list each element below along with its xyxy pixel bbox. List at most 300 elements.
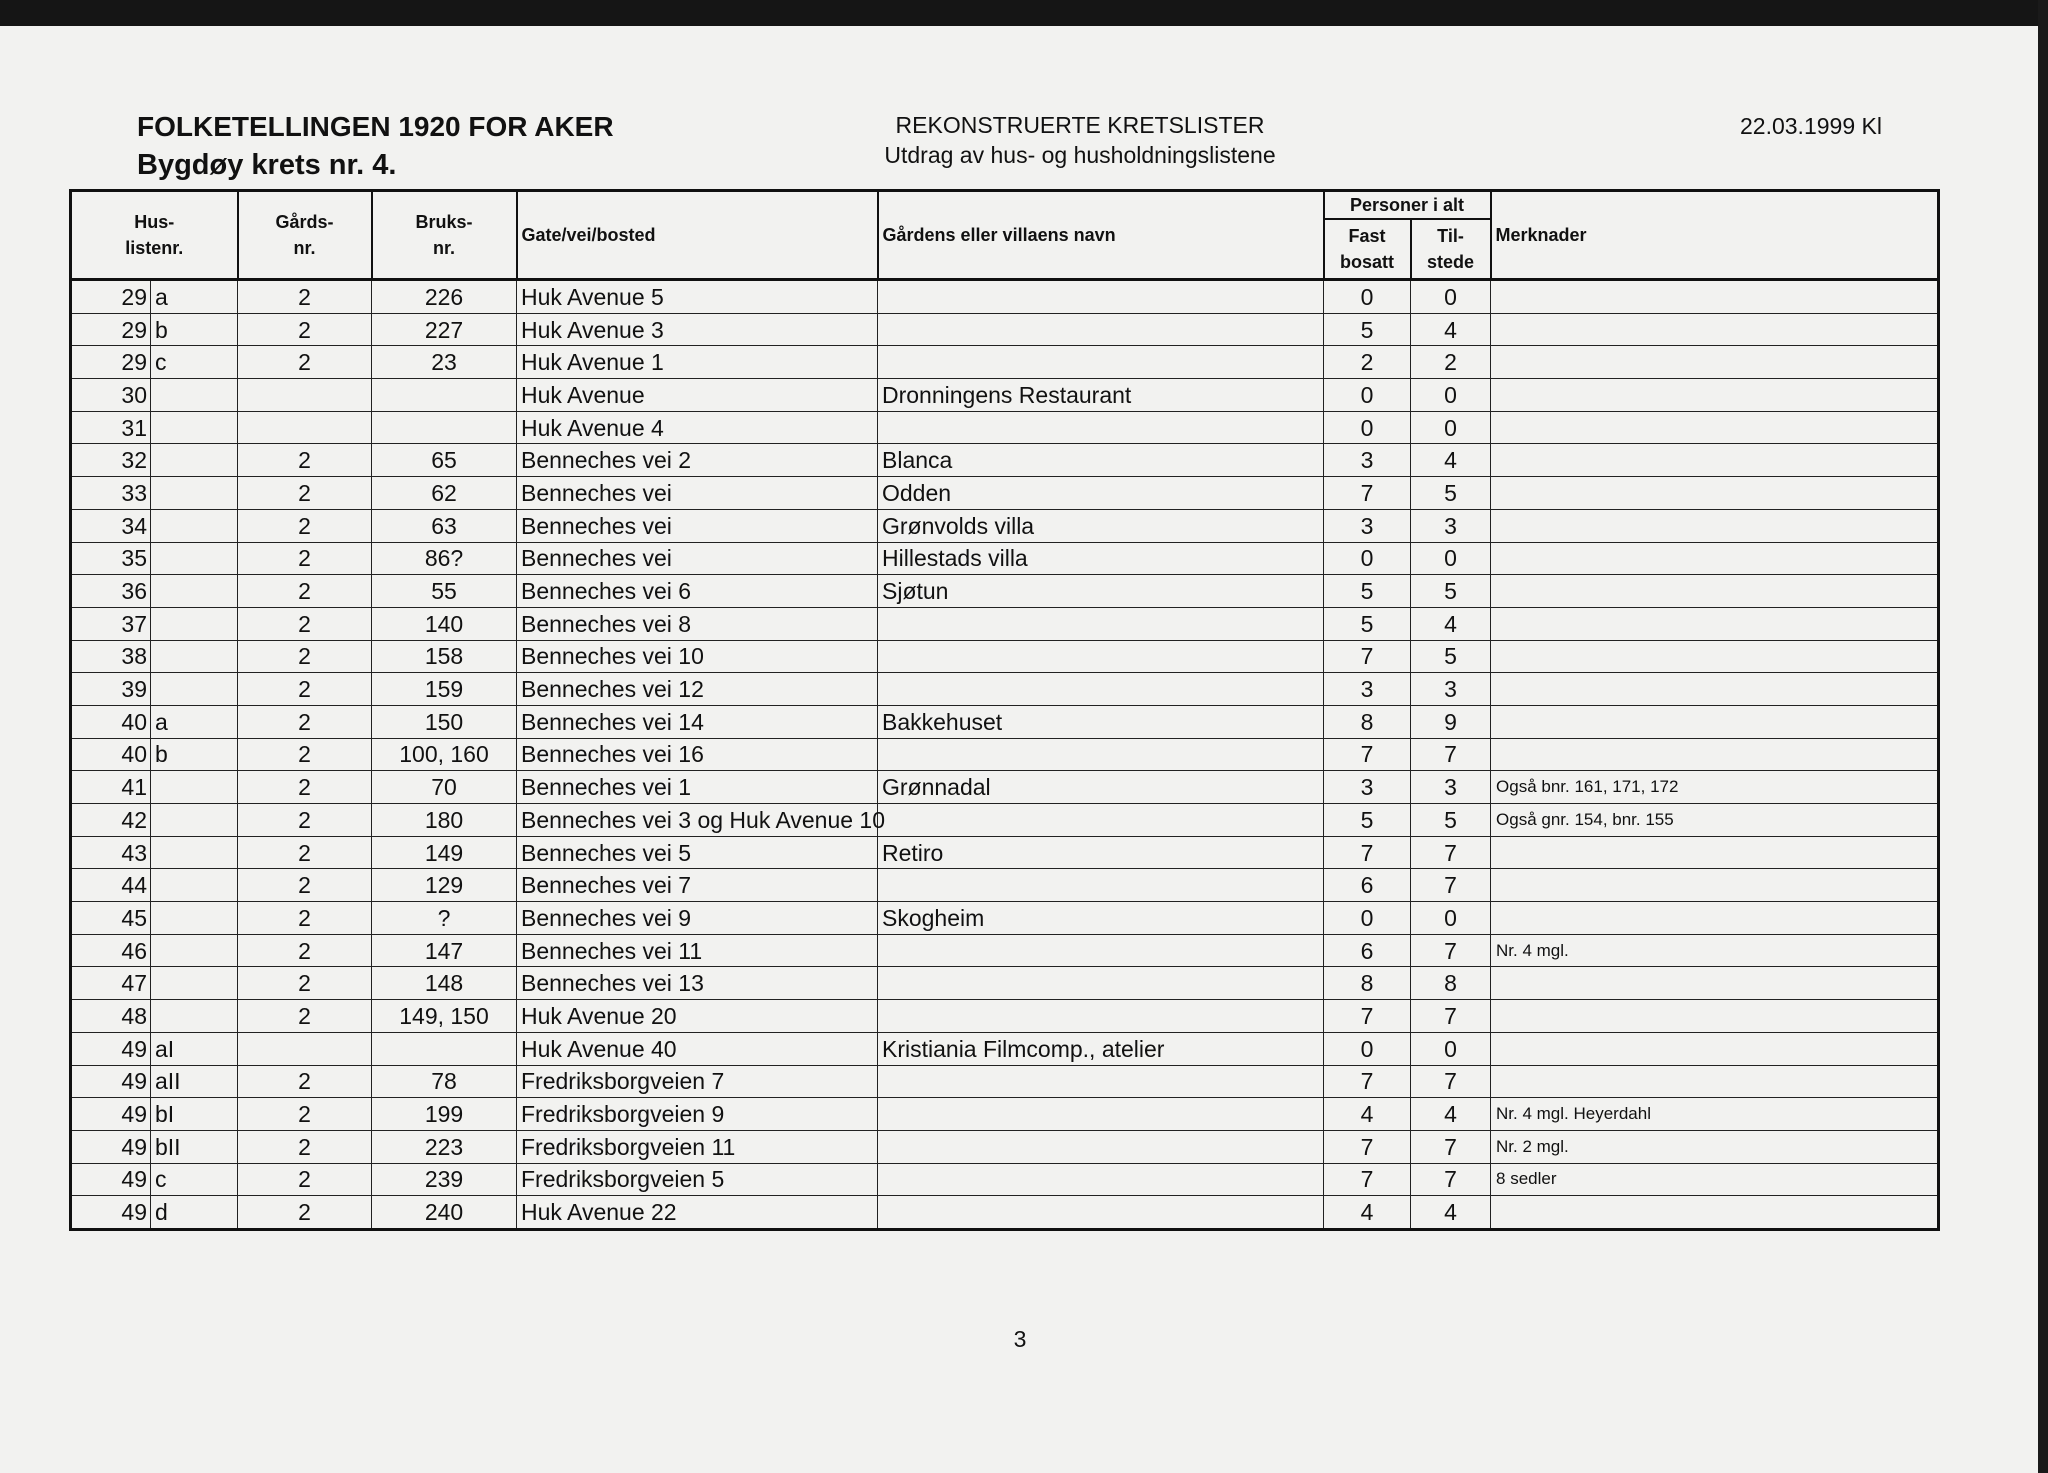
cell-gardsnr: 2 bbox=[238, 902, 372, 935]
cell-bruksnr: 147 bbox=[372, 934, 517, 967]
cell-bruksnr: 149 bbox=[372, 836, 517, 869]
cell-gardens-navn bbox=[878, 1065, 1324, 1098]
cell-bruksnr: 226 bbox=[372, 280, 517, 314]
cell-gardsnr: 2 bbox=[238, 607, 372, 640]
cell-husliste-suffix: aI bbox=[151, 1032, 238, 1065]
cell-gate bbox=[517, 411, 878, 444]
scan-right-border bbox=[2038, 0, 2048, 1473]
cell-husliste-suffix: a bbox=[151, 280, 238, 314]
cell-tilstede: 5 bbox=[1411, 640, 1491, 673]
table-row bbox=[71, 640, 1939, 673]
cell-husliste-nr: 45 bbox=[71, 902, 151, 935]
cell-merknader bbox=[1491, 379, 1939, 412]
cell-fast-bosatt: 0 bbox=[1324, 411, 1411, 444]
cell-merknader: Også bnr. 161, 171, 172 bbox=[1491, 771, 1939, 804]
cell-gate-text: Benneches vei 2 bbox=[521, 447, 692, 474]
cell-fast-bosatt: 3 bbox=[1324, 673, 1411, 706]
col-header-til-line2: stede bbox=[1426, 252, 1475, 272]
cell-gardsnr: 2 bbox=[238, 1098, 372, 1131]
cell-bruksnr: 180 bbox=[372, 804, 517, 837]
cell-gardens-navn bbox=[878, 1000, 1324, 1033]
cell-gardens-navn bbox=[878, 967, 1324, 1000]
cell-tilstede: 9 bbox=[1411, 705, 1491, 738]
cell-bruksnr: 223 bbox=[372, 1130, 517, 1163]
cell-gate bbox=[517, 379, 878, 412]
cell-husliste-nr: 32 bbox=[71, 444, 151, 477]
cell-fast-bosatt: 4 bbox=[1324, 1196, 1411, 1230]
cell-gate bbox=[517, 1130, 878, 1163]
cell-tilstede: 3 bbox=[1411, 771, 1491, 804]
cell-bruksnr: 70 bbox=[372, 771, 517, 804]
cell-husliste-suffix bbox=[151, 575, 238, 608]
cell-gardsnr: 2 bbox=[238, 804, 372, 837]
col-header-til-line1: Til- bbox=[1437, 226, 1464, 246]
cell-husliste-suffix bbox=[151, 607, 238, 640]
cell-gate-text: Benneches vei 7 bbox=[521, 872, 692, 899]
cell-fast-bosatt: 0 bbox=[1324, 280, 1411, 314]
cell-gardens-navn bbox=[878, 738, 1324, 771]
cell-bruksnr bbox=[372, 379, 517, 412]
cell-fast-bosatt: 5 bbox=[1324, 575, 1411, 608]
cell-bruksnr: 78 bbox=[372, 1065, 517, 1098]
census-table-wrapper bbox=[69, 189, 1937, 1253]
cell-husliste-nr: 30 bbox=[71, 379, 151, 412]
cell-bruksnr: 100, 160 bbox=[372, 738, 517, 771]
table-row bbox=[71, 477, 1939, 510]
cell-gardsnr bbox=[238, 411, 372, 444]
cell-bruksnr: 55 bbox=[372, 575, 517, 608]
table-header bbox=[71, 191, 1939, 280]
cell-husliste-suffix bbox=[151, 902, 238, 935]
cell-tilstede: 0 bbox=[1411, 379, 1491, 412]
cell-tilstede: 7 bbox=[1411, 934, 1491, 967]
cell-bruksnr: 148 bbox=[372, 967, 517, 1000]
cell-gate bbox=[517, 738, 878, 771]
col-header-gardsnr-line1: Gårds- bbox=[275, 212, 334, 232]
cell-gate-text: Benneches vei 8 bbox=[521, 610, 692, 637]
cell-fast-bosatt: 7 bbox=[1324, 1163, 1411, 1196]
cell-tilstede: 3 bbox=[1411, 509, 1491, 542]
table-row bbox=[71, 1163, 1939, 1196]
cell-tilstede: 2 bbox=[1411, 346, 1491, 379]
cell-gate-text: Benneches vei 9 bbox=[521, 904, 692, 931]
cell-husliste-nr: 29 bbox=[71, 313, 151, 346]
cell-bruksnr: 239 bbox=[372, 1163, 517, 1196]
cell-husliste-suffix: d bbox=[151, 1196, 238, 1230]
cell-husliste-nr: 29 bbox=[71, 280, 151, 314]
cell-gardens-navn: Dronningens Restaurant bbox=[878, 379, 1324, 412]
center-heading bbox=[760, 110, 1400, 170]
cell-gate bbox=[517, 771, 878, 804]
cell-gate-text: Benneches vei 5 bbox=[521, 839, 692, 866]
cell-gardsnr: 2 bbox=[238, 934, 372, 967]
cell-merknader bbox=[1491, 280, 1939, 314]
cell-gate-text: Huk Avenue 22 bbox=[521, 1199, 677, 1226]
cell-merknader bbox=[1491, 869, 1939, 902]
cell-gardens-navn: Bakkehuset bbox=[878, 705, 1324, 738]
cell-gardsnr: 2 bbox=[238, 1196, 372, 1230]
cell-husliste-nr: 36 bbox=[71, 575, 151, 608]
cell-tilstede: 0 bbox=[1411, 411, 1491, 444]
cell-gardens-navn bbox=[878, 640, 1324, 673]
cell-gate bbox=[517, 280, 878, 314]
cell-husliste-nr: 46 bbox=[71, 934, 151, 967]
table-row bbox=[71, 934, 1939, 967]
cell-gate bbox=[517, 313, 878, 346]
col-header-gardsnr bbox=[238, 191, 372, 280]
cell-tilstede: 4 bbox=[1411, 607, 1491, 640]
cell-gardens-navn bbox=[878, 280, 1324, 314]
center-heading-line1: REKONSTRUERTE KRETSLISTER bbox=[895, 112, 1265, 138]
cell-gate-text: Huk Avenue 1 bbox=[521, 349, 664, 376]
table-row bbox=[71, 1032, 1939, 1065]
cell-gate bbox=[517, 673, 878, 706]
cell-merknader: Nr. 4 mgl. bbox=[1491, 934, 1939, 967]
cell-gate-text: Fredriksborgveien 7 bbox=[521, 1068, 725, 1095]
cell-tilstede: 7 bbox=[1411, 1163, 1491, 1196]
cell-gardens-navn: Odden bbox=[878, 477, 1324, 510]
table-row bbox=[71, 771, 1939, 804]
cell-merknader bbox=[1491, 411, 1939, 444]
cell-gate-text: Benneches vei 1 bbox=[521, 774, 692, 801]
cell-gate bbox=[517, 836, 878, 869]
cell-gardsnr: 2 bbox=[238, 477, 372, 510]
cell-bruksnr: 62 bbox=[372, 477, 517, 510]
cell-gardens-navn: Grønnadal bbox=[878, 771, 1324, 804]
cell-husliste-suffix bbox=[151, 444, 238, 477]
col-header-merknader: Merknader bbox=[1491, 191, 1939, 280]
cell-husliste-suffix bbox=[151, 411, 238, 444]
cell-fast-bosatt: 6 bbox=[1324, 934, 1411, 967]
cell-husliste-suffix bbox=[151, 869, 238, 902]
table-row bbox=[71, 738, 1939, 771]
cell-gardsnr: 2 bbox=[238, 640, 372, 673]
cell-tilstede: 7 bbox=[1411, 738, 1491, 771]
cell-gardens-navn bbox=[878, 411, 1324, 444]
cell-fast-bosatt: 7 bbox=[1324, 1130, 1411, 1163]
cell-gardens-navn bbox=[878, 607, 1324, 640]
cell-husliste-nr: 49 bbox=[71, 1130, 151, 1163]
cell-husliste-suffix: a bbox=[151, 705, 238, 738]
cell-fast-bosatt: 5 bbox=[1324, 313, 1411, 346]
cell-husliste-nr: 35 bbox=[71, 542, 151, 575]
scan-top-border bbox=[0, 0, 2048, 26]
cell-bruksnr: 63 bbox=[372, 509, 517, 542]
cell-merknader bbox=[1491, 313, 1939, 346]
cell-merknader: 8 sedler bbox=[1491, 1163, 1939, 1196]
cell-bruksnr bbox=[372, 1032, 517, 1065]
cell-fast-bosatt: 7 bbox=[1324, 1065, 1411, 1098]
cell-merknader bbox=[1491, 902, 1939, 935]
col-header-fast-bosatt bbox=[1324, 219, 1411, 280]
cell-gardsnr: 2 bbox=[238, 738, 372, 771]
table-row bbox=[71, 509, 1939, 542]
cell-tilstede: 5 bbox=[1411, 477, 1491, 510]
cell-gate-text: Benneches vei 12 bbox=[521, 676, 704, 703]
cell-gardens-navn: Kristiania Filmcomp., atelier bbox=[878, 1032, 1324, 1065]
document-title-block bbox=[137, 108, 614, 184]
cell-gardsnr: 2 bbox=[238, 1130, 372, 1163]
cell-gate-text: Benneches vei bbox=[521, 512, 672, 539]
cell-husliste-nr: 38 bbox=[71, 640, 151, 673]
cell-merknader bbox=[1491, 673, 1939, 706]
cell-gardens-navn bbox=[878, 673, 1324, 706]
cell-husliste-nr: 47 bbox=[71, 967, 151, 1000]
cell-gate bbox=[517, 1196, 878, 1230]
cell-tilstede: 7 bbox=[1411, 1000, 1491, 1033]
cell-tilstede: 4 bbox=[1411, 1196, 1491, 1230]
cell-gate bbox=[517, 509, 878, 542]
cell-gate bbox=[517, 1032, 878, 1065]
cell-bruksnr: 65 bbox=[372, 444, 517, 477]
cell-husliste-suffix: c bbox=[151, 346, 238, 379]
cell-husliste-suffix bbox=[151, 673, 238, 706]
cell-husliste-suffix: bII bbox=[151, 1130, 238, 1163]
cell-gate-text: Fredriksborgveien 5 bbox=[521, 1166, 725, 1193]
cell-gardens-navn bbox=[878, 804, 1324, 837]
col-header-husliste bbox=[71, 191, 238, 280]
cell-husliste-nr: 40 bbox=[71, 738, 151, 771]
cell-tilstede: 0 bbox=[1411, 280, 1491, 314]
cell-husliste-suffix bbox=[151, 934, 238, 967]
cell-gate bbox=[517, 542, 878, 575]
table-row bbox=[71, 313, 1939, 346]
cell-gate-text: Huk Avenue 3 bbox=[521, 316, 664, 343]
cell-tilstede: 3 bbox=[1411, 673, 1491, 706]
cell-tilstede: 7 bbox=[1411, 869, 1491, 902]
cell-gardsnr: 2 bbox=[238, 509, 372, 542]
cell-fast-bosatt: 8 bbox=[1324, 705, 1411, 738]
cell-gardsnr: 2 bbox=[238, 705, 372, 738]
cell-fast-bosatt: 0 bbox=[1324, 379, 1411, 412]
page-number: 3 bbox=[1013, 1326, 1027, 1352]
cell-merknader bbox=[1491, 1196, 1939, 1230]
cell-bruksnr: 140 bbox=[372, 607, 517, 640]
cell-gate-text: Benneches vei 10 bbox=[521, 643, 704, 670]
cell-merknader bbox=[1491, 705, 1939, 738]
table-row bbox=[71, 444, 1939, 477]
cell-husliste-nr: 34 bbox=[71, 509, 151, 542]
cell-fast-bosatt: 3 bbox=[1324, 444, 1411, 477]
cell-husliste-nr: 37 bbox=[71, 607, 151, 640]
cell-husliste-suffix: b bbox=[151, 313, 238, 346]
cell-bruksnr: 159 bbox=[372, 673, 517, 706]
cell-gardens-navn bbox=[878, 313, 1324, 346]
table-row bbox=[71, 1130, 1939, 1163]
table-row bbox=[71, 967, 1939, 1000]
table-row bbox=[71, 411, 1939, 444]
cell-bruksnr: 240 bbox=[372, 1196, 517, 1230]
table-row bbox=[71, 705, 1939, 738]
cell-merknader bbox=[1491, 542, 1939, 575]
cell-fast-bosatt: 2 bbox=[1324, 346, 1411, 379]
cell-fast-bosatt: 7 bbox=[1324, 477, 1411, 510]
cell-husliste-suffix bbox=[151, 379, 238, 412]
table-row bbox=[71, 804, 1939, 837]
cell-merknader bbox=[1491, 836, 1939, 869]
cell-tilstede: 5 bbox=[1411, 575, 1491, 608]
col-header-bruksnr bbox=[372, 191, 517, 280]
cell-gate-text: Benneches vei bbox=[521, 479, 672, 506]
cell-husliste-suffix: b bbox=[151, 738, 238, 771]
cell-tilstede: 4 bbox=[1411, 444, 1491, 477]
cell-bruksnr: 149, 150 bbox=[372, 1000, 517, 1033]
cell-gate-text: Huk Avenue 40 bbox=[521, 1035, 677, 1062]
cell-gardsnr: 2 bbox=[238, 771, 372, 804]
table-row bbox=[71, 1000, 1939, 1033]
cell-husliste-suffix bbox=[151, 1000, 238, 1033]
cell-tilstede: 0 bbox=[1411, 1032, 1491, 1065]
table-row bbox=[71, 575, 1939, 608]
cell-gate bbox=[517, 1065, 878, 1098]
table-row bbox=[71, 869, 1939, 902]
cell-gardens-navn: Retiro bbox=[878, 836, 1324, 869]
cell-tilstede: 7 bbox=[1411, 1065, 1491, 1098]
table-row bbox=[71, 542, 1939, 575]
cell-gate bbox=[517, 346, 878, 379]
cell-merknader: Nr. 2 mgl. bbox=[1491, 1130, 1939, 1163]
cell-gate-text: Fredriksborgveien 11 bbox=[521, 1133, 736, 1160]
cell-husliste-nr: 48 bbox=[71, 1000, 151, 1033]
cell-gardens-navn: Blanca bbox=[878, 444, 1324, 477]
cell-husliste-suffix bbox=[151, 804, 238, 837]
cell-gardens-navn bbox=[878, 934, 1324, 967]
cell-fast-bosatt: 5 bbox=[1324, 804, 1411, 837]
cell-fast-bosatt: 0 bbox=[1324, 1032, 1411, 1065]
cell-gardsnr: 2 bbox=[238, 444, 372, 477]
cell-bruksnr: 23 bbox=[372, 346, 517, 379]
cell-husliste-nr: 39 bbox=[71, 673, 151, 706]
cell-merknader bbox=[1491, 575, 1939, 608]
cell-gardsnr: 2 bbox=[238, 542, 372, 575]
cell-gardsnr: 2 bbox=[238, 1163, 372, 1196]
cell-tilstede: 4 bbox=[1411, 1098, 1491, 1131]
cell-merknader bbox=[1491, 738, 1939, 771]
cell-husliste-nr: 49 bbox=[71, 1065, 151, 1098]
cell-bruksnr: 86? bbox=[372, 542, 517, 575]
cell-husliste-nr: 49 bbox=[71, 1196, 151, 1230]
col-header-husliste-line2: listenr. bbox=[125, 238, 184, 258]
cell-gate bbox=[517, 640, 878, 673]
cell-husliste-suffix bbox=[151, 640, 238, 673]
cell-fast-bosatt: 6 bbox=[1324, 869, 1411, 902]
cell-gate-text: Fredriksborgveien 9 bbox=[521, 1101, 725, 1128]
cell-gardens-navn bbox=[878, 346, 1324, 379]
cell-fast-bosatt: 7 bbox=[1324, 836, 1411, 869]
cell-gardens-navn: Hillestads villa bbox=[878, 542, 1324, 575]
cell-husliste-nr: 49 bbox=[71, 1163, 151, 1196]
cell-gardens-navn: Skogheim bbox=[878, 902, 1324, 935]
table-row bbox=[71, 379, 1939, 412]
cell-gate bbox=[517, 1000, 878, 1033]
cell-gate bbox=[517, 967, 878, 1000]
cell-tilstede: 0 bbox=[1411, 542, 1491, 575]
cell-gate bbox=[517, 1098, 878, 1131]
cell-husliste-nr: 44 bbox=[71, 869, 151, 902]
cell-gardsnr: 2 bbox=[238, 1000, 372, 1033]
cell-bruksnr: 227 bbox=[372, 313, 517, 346]
cell-gate-text: Benneches vei 13 bbox=[521, 970, 704, 997]
cell-gate bbox=[517, 869, 878, 902]
cell-fast-bosatt: 0 bbox=[1324, 902, 1411, 935]
cell-gardsnr: 2 bbox=[238, 967, 372, 1000]
cell-husliste-suffix bbox=[151, 771, 238, 804]
cell-bruksnr: 150 bbox=[372, 705, 517, 738]
cell-fast-bosatt: 7 bbox=[1324, 738, 1411, 771]
table-row bbox=[71, 1196, 1939, 1230]
col-header-fast-line2: bosatt bbox=[1340, 252, 1394, 272]
cell-gardens-navn bbox=[878, 869, 1324, 902]
table-row bbox=[71, 902, 1939, 935]
cell-merknader: Også gnr. 154, bnr. 155 bbox=[1491, 804, 1939, 837]
cell-merknader: Nr. 4 mgl. Heyerdahl bbox=[1491, 1098, 1939, 1131]
cell-gate-text: Benneches vei bbox=[521, 545, 672, 572]
cell-husliste-nr: 43 bbox=[71, 836, 151, 869]
cell-husliste-nr: 29 bbox=[71, 346, 151, 379]
cell-gate-text: Benneches vei 14 bbox=[521, 708, 704, 735]
table-row bbox=[71, 346, 1939, 379]
cell-gardens-navn bbox=[878, 1098, 1324, 1131]
cell-tilstede: 7 bbox=[1411, 1130, 1491, 1163]
cell-husliste-nr: 33 bbox=[71, 477, 151, 510]
col-header-tilstede bbox=[1411, 219, 1491, 280]
cell-gardsnr bbox=[238, 379, 372, 412]
cell-tilstede: 4 bbox=[1411, 313, 1491, 346]
cell-gardsnr: 2 bbox=[238, 346, 372, 379]
cell-gardsnr: 2 bbox=[238, 1065, 372, 1098]
table-row bbox=[71, 1065, 1939, 1098]
cell-bruksnr: 199 bbox=[372, 1098, 517, 1131]
cell-merknader bbox=[1491, 444, 1939, 477]
cell-gate-text: Huk Avenue 20 bbox=[521, 1002, 677, 1029]
cell-merknader bbox=[1491, 477, 1939, 510]
col-header-bruksnr-line2: nr. bbox=[432, 238, 455, 258]
cell-gate-text: Benneches vei 16 bbox=[521, 741, 704, 768]
cell-gate bbox=[517, 804, 886, 837]
cell-husliste-nr: 40 bbox=[71, 705, 151, 738]
cell-gardsnr: 2 bbox=[238, 280, 372, 314]
cell-gate-text: Huk Avenue 4 bbox=[521, 414, 664, 441]
document-date: 22.03.1999 Kl bbox=[1740, 113, 1882, 139]
cell-fast-bosatt: 0 bbox=[1324, 542, 1411, 575]
table-row bbox=[71, 1098, 1939, 1131]
cell-gate-text: Huk Avenue 5 bbox=[521, 283, 664, 310]
census-table bbox=[69, 189, 1940, 1231]
cell-fast-bosatt: 8 bbox=[1324, 967, 1411, 1000]
col-header-gardsnr-line2: nr. bbox=[293, 238, 316, 258]
cell-tilstede: 8 bbox=[1411, 967, 1491, 1000]
cell-bruksnr: 158 bbox=[372, 640, 517, 673]
cell-husliste-nr: 41 bbox=[71, 771, 151, 804]
cell-husliste-suffix: aII bbox=[151, 1065, 238, 1098]
document-subtitle: Bygdøy krets nr. 4. bbox=[137, 149, 397, 181]
cell-husliste-suffix bbox=[151, 967, 238, 1000]
cell-tilstede: 7 bbox=[1411, 836, 1491, 869]
cell-tilstede: 5 bbox=[1411, 804, 1491, 837]
cell-merknader bbox=[1491, 967, 1939, 1000]
cell-gate-text: Benneches vei 6 bbox=[521, 578, 692, 605]
cell-gate bbox=[517, 477, 878, 510]
cell-husliste-suffix: c bbox=[151, 1163, 238, 1196]
cell-merknader bbox=[1491, 1032, 1939, 1065]
cell-husliste-suffix bbox=[151, 836, 238, 869]
cell-husliste-nr: 31 bbox=[71, 411, 151, 444]
cell-gardens-navn: Grønvolds villa bbox=[878, 509, 1324, 542]
col-header-husliste-line1: Hus- bbox=[134, 212, 175, 232]
cell-bruksnr: 129 bbox=[372, 869, 517, 902]
table-row bbox=[71, 280, 1939, 314]
cell-husliste-suffix bbox=[151, 542, 238, 575]
